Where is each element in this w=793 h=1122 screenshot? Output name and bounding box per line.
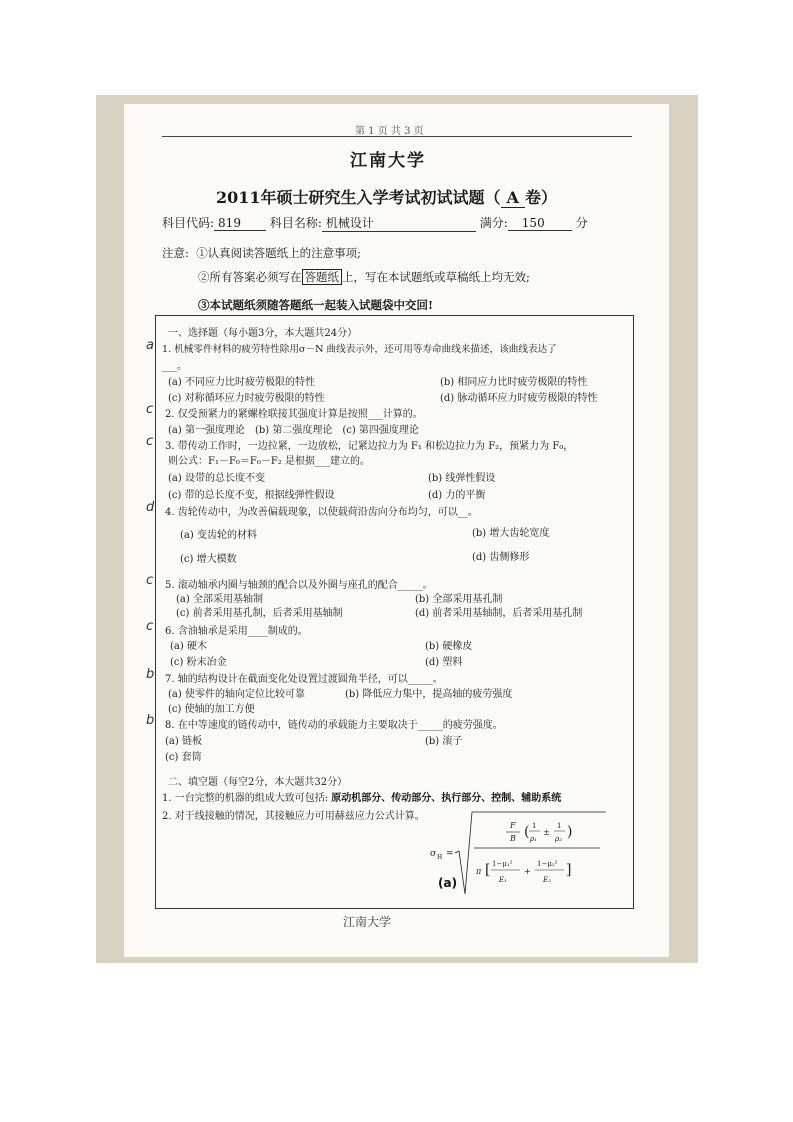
svg-text:1: 1 [557, 822, 562, 830]
fill-question-2: 2. 对于线接触的情况，其接触应力可用赫兹应力公式计算。 [162, 811, 425, 822]
note-3: ③本试题纸须随答题纸一起装入试题袋中交回! [198, 298, 434, 312]
svg-text:±: ± [543, 828, 550, 837]
answer-mark-q6: c [146, 619, 154, 634]
section-2-heading: 二、填空题（每空2分，本大题共32分） [168, 777, 348, 788]
svg-text:): ) [567, 824, 573, 840]
svg-text:E₂: E₂ [543, 876, 551, 884]
q6-option-a: (a) 硬木 [170, 641, 207, 652]
answer-mark-q4: d [146, 500, 155, 515]
answer-mark-q2: c [146, 402, 154, 417]
question-1: 1. 机械零件材料的疲劳特性除用σ－N 曲线表示外，还可用等寿命曲线来描述，该曲线表达了 [162, 344, 557, 355]
section-1-heading: 一、选择题（每小题3分，本大题共24分） [168, 328, 358, 339]
question-1-blank: ___。 [162, 361, 187, 372]
svg-text:H: H [437, 854, 443, 861]
q3-option-c: (c) 带的总长度不变，根据线弹性假设 [168, 490, 335, 501]
q7-option-a: (a) 使零件的轴向定位比较可靠 [168, 689, 305, 700]
svg-text:σ: σ [430, 849, 437, 859]
svg-text:[: [ [485, 862, 491, 878]
svg-text:B: B [510, 834, 516, 843]
q6-option-b: (b) 硬橡皮 [425, 641, 473, 652]
q4-option-b: (b) 增大齿轮宽度 [472, 528, 550, 539]
svg-text:ρ₁: ρ₁ [530, 835, 537, 843]
paper-version: A [501, 188, 525, 208]
question-3-formula: 则公式：F₁－F₀＝F₀－F₂ 是根据___建立的。 [168, 456, 370, 467]
question-4: 4. 齿轮传动中，为改善偏载现象，以使载荷沿齿向分布均匀，可以__。 [165, 507, 478, 518]
svg-text:1: 1 [532, 822, 537, 830]
q8-option-a: (a) 链板 [165, 736, 202, 747]
note-1: 注意: ①认真阅读答题纸上的注意事项; [162, 246, 362, 260]
answer-mark-q7: b [146, 667, 155, 682]
question-7: 7. 轴的结构设计在截面变化处设置过渡圆角半径，可以_____。 [165, 674, 443, 685]
svg-text:ρ₂: ρ₂ [555, 835, 562, 843]
q3-option-a: (a) 设带的总长度不变 [168, 473, 265, 484]
q1-option-b: (b) 相同应力比时疲劳极限的特性 [440, 377, 588, 388]
svg-text:1−μ₂²: 1−μ₂² [537, 860, 558, 868]
exam-title: 2011年硕士研究生入学考试初试试题（ A 卷） [216, 188, 557, 207]
q6-option-d: (d) 塑料 [425, 657, 463, 668]
fill-question-1: 1. 一台完整的机器的组成大致可包括: 原动机部分、传动部分、执行部分、控制、辅助系统 [162, 793, 562, 804]
svg-text:=: = [446, 849, 454, 859]
svg-text:+: + [524, 867, 531, 876]
question-2: 2. 仅受预紧力的紧螺栓联接其强度计算是按照___计算的。 [165, 409, 423, 420]
svg-text:π: π [476, 867, 482, 876]
question-3: 3. 带传动工作时，一边拉紧，一边放松，记紧边拉力为 F₁ 和松边拉力为 F₂，预紧力为 F₀， [165, 441, 574, 452]
page-number: 第 1 页 共 3 页 [355, 126, 424, 137]
q8-option-b: (b) 滚子 [425, 736, 463, 747]
handwritten-note: (a) [438, 876, 458, 890]
q4-option-c: (c) 增大模数 [180, 554, 237, 565]
q4-option-a: (a) 变齿轮的材料 [180, 530, 257, 541]
q3-option-d: (d) 力的平衡 [428, 490, 486, 501]
q7-option-b: (b) 降低应力集中，提高轴的疲劳强度 [345, 689, 513, 700]
svg-text:(: ( [524, 824, 530, 840]
q7-option-c: (c) 使轴的加工方便 [168, 704, 255, 715]
svg-text:]: ] [566, 862, 572, 878]
q1-option-d: (d) 脉动循环应力时疲劳极限的特性 [440, 393, 598, 404]
svg-text:1−μ₁²: 1−μ₁² [492, 860, 513, 868]
subject-meta: 科目代码: 819 科目名称: 机械设计 满分: 150 分 [162, 216, 588, 230]
handwritten-answer: 原动机部分、传动部分、执行部分、控制、辅助系统 [331, 793, 562, 804]
q4-option-d: (d) 齿侧修形 [472, 552, 530, 563]
question-5: 5. 滚动轴承内圈与轴颈的配合以及外圈与座孔的配合_____。 [165, 580, 433, 591]
q5-option-c: (c) 前者采用基孔制，后者采用基轴制 [176, 608, 343, 619]
answer-mark-q1: a [146, 338, 154, 353]
subject-name: 机械设计 [322, 214, 476, 232]
answer-mark-q8: b [146, 713, 155, 728]
q6-option-c: (c) 粉末冶金 [170, 657, 227, 668]
answer-mark-q5: c [146, 573, 154, 588]
q1-option-c: (c) 对称循环应力时疲劳极限的特性 [168, 393, 325, 404]
question-8: 8. 在中等速度的链传动中，链传动的承载能力主要取决于_____的疲劳强度。 [165, 720, 503, 731]
q3-option-b: (b) 线弹性假设 [428, 473, 496, 484]
question-6: 6. 含油轴承是采用____制成的。 [165, 626, 308, 637]
subject-code: 819 [214, 216, 266, 231]
answer-mark-q3: c [146, 434, 154, 449]
note-2: ②所有答案必须写在 答题纸 上，写在本试题纸或草稿纸上均无效; [198, 270, 530, 284]
q5-option-b: (b) 全部采用基孔制 [415, 594, 503, 605]
q1-option-a: (a) 不同应力比时疲劳极限的特性 [168, 377, 315, 388]
university-name: 江南大学 [350, 151, 426, 171]
q5-option-d: (d) 前者采用基轴制，后者采用基孔制 [415, 608, 583, 619]
svg-text:F: F [510, 821, 516, 830]
full-score: 150 [508, 216, 572, 231]
svg-text:E₁: E₁ [499, 876, 507, 884]
q8-option-c: (c) 套筒 [165, 752, 202, 763]
footer-university: 江南大学 [343, 915, 392, 929]
q2-options: (a) 第一强度理论 (b) 第二强度理论 (c) 第四强度理论 [168, 425, 419, 436]
q5-option-a: (a) 全部采用基轴制 [176, 594, 263, 605]
